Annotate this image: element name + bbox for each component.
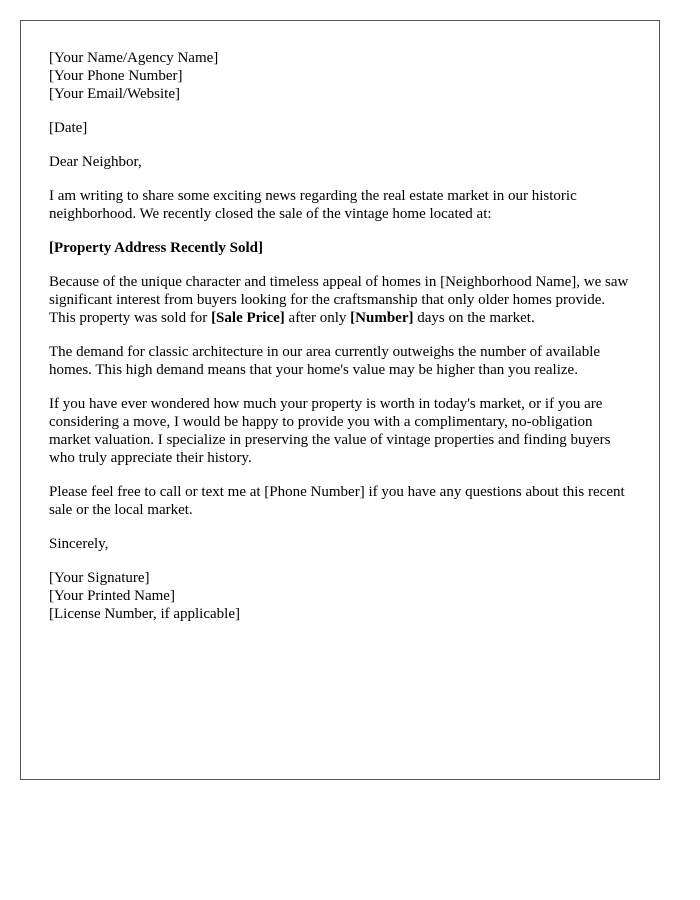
letter-body xyxy=(49,49,633,639)
intro-paragraph: I am writing to share some exciting news regarding the real estate market in our historic neighborhood. We recently closed the sale of the vintage home located at: xyxy=(49,188,577,222)
sale-paragraph xyxy=(49,273,633,327)
sale-paragraph-text-2: after only xyxy=(284,310,351,326)
salutation: Dear Neighbor, xyxy=(49,154,142,170)
demand-paragraph: The demand for classic architecture in our area currently outweighs the number of available homes. This high demand means that your home's value may be higher than you realize. xyxy=(49,344,601,378)
letter-page xyxy=(20,20,660,780)
letter-date: [Date] xyxy=(49,120,88,136)
sale-paragraph-text-1: Because of the unique character and timeless appeal of homes in [Neighborhood Name], we saw significant interest from buyers looking for the craftsmanship that only older homes provide. This property was sold for xyxy=(49,274,629,326)
contact-paragraph: Please feel free to call or text me at [Phone Number] if you have any questions about this recent sale or the local market. xyxy=(49,484,625,518)
sender-block xyxy=(49,49,633,103)
sale-price: [Sale Price] xyxy=(211,310,285,326)
printed-name: [Your Printed Name] xyxy=(49,588,175,604)
sender-name: [Your Name/Agency Name] xyxy=(49,50,219,66)
sale-paragraph-text-3: days on the market. xyxy=(413,310,535,326)
valuation-paragraph: If you have ever wondered how much your property is worth in today's market, or if you are considering a move, I would be happy to provide you with a complimentary, no-obligation market valuation. I specialize in preserving the value of vintage properties and finding buyers who truly appreciate their history. xyxy=(49,396,611,466)
days-on-market: [Number] xyxy=(350,310,414,326)
closing: Sincerely, xyxy=(49,536,109,552)
signature-block xyxy=(49,569,633,623)
signature-line: [Your Signature] xyxy=(49,570,150,586)
sender-phone: [Your Phone Number] xyxy=(49,68,183,84)
property-address: [Property Address Recently Sold] xyxy=(49,240,264,256)
sender-email: [Your Email/Website] xyxy=(49,86,181,102)
license-number: [License Number, if applicable] xyxy=(49,606,240,622)
